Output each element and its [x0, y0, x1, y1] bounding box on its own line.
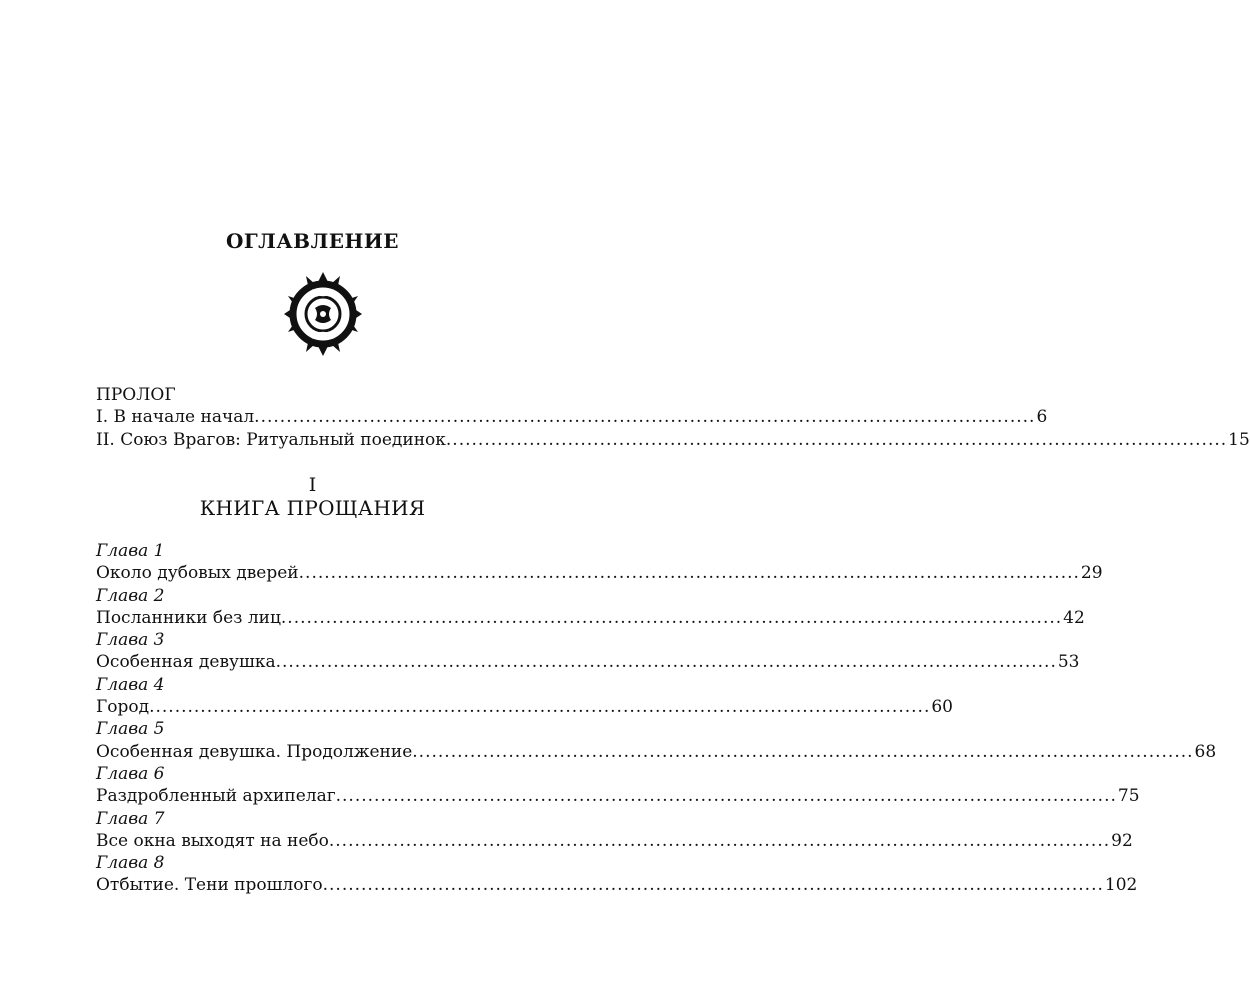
chapter-label: Глава 4: [96, 674, 165, 695]
dot-leader: ..........................................................................................................................: [254, 407, 1036, 428]
dot-leader: ..........................................................................................................................: [298, 563, 1080, 584]
part-number: I: [308, 474, 317, 496]
prologue-section: [96, 384, 1250, 451]
toc-entry-text: Все окна выходят на небо: [96, 830, 329, 851]
toc-entry-page: 102: [1104, 875, 1138, 896]
toc-entry[interactable]: [96, 406, 1048, 428]
toc-entry[interactable]: [96, 874, 1138, 896]
dot-leader: ..........................................................................................................................: [328, 830, 1111, 851]
dot-leader: ..........................................................................................................................: [412, 741, 1194, 762]
page-title: ОГЛАВЛЕНИЕ: [225, 229, 400, 253]
toc-entry-page: 60: [931, 697, 953, 718]
toc-entry[interactable]: [96, 562, 1103, 584]
dot-leader: ..........................................................................................................................: [322, 875, 1104, 896]
part-title: КНИГА ПРОЩАНИЯ: [199, 496, 426, 520]
toc-entry-page: 53: [1057, 652, 1080, 673]
toc-entry-page: 29: [1080, 563, 1103, 584]
toc-entry-text: Раздробленный архипелаг: [96, 786, 336, 807]
toc-entry-page: 68: [1194, 741, 1217, 762]
chapter-label: Глава 5: [96, 719, 165, 740]
dot-leader: ..........................................................................................................................: [335, 786, 1117, 807]
toc-entry-page: 6: [1036, 407, 1048, 428]
toc-entry[interactable]: [96, 741, 1217, 763]
tribal-ornament-icon: [282, 270, 364, 358]
toc-entry[interactable]: [96, 785, 1140, 807]
chapter-label: Глава 3: [96, 630, 165, 651]
chapters-section: [96, 540, 1217, 897]
toc-entry[interactable]: [96, 696, 953, 718]
dot-leader: ..........................................................................................................................: [149, 697, 931, 718]
toc-entry-text: Особенная девушка: [96, 652, 276, 673]
toc-entry-page: 15: [1228, 429, 1250, 450]
chapter-label: Глава 8: [96, 853, 165, 874]
toc-entry[interactable]: [96, 651, 1080, 673]
toc-entry[interactable]: [96, 830, 1133, 852]
toc-entry-page: 75: [1117, 786, 1140, 807]
toc-entry-text: I. В начале начал: [96, 407, 255, 428]
toc-entry-text: Отбытие. Тени прошлого: [96, 875, 323, 896]
toc-entry[interactable]: [96, 429, 1250, 451]
dot-leader: ..........................................................................................................................: [280, 607, 1063, 628]
chapter-label: Глава 1: [96, 541, 165, 561]
toc-entry[interactable]: [96, 607, 1085, 629]
toc-entry-page: 92: [1111, 830, 1133, 851]
chapter-label: Глава 6: [96, 763, 165, 784]
toc-entry-text: II. Союз Врагов: Ритуальный поединок: [96, 429, 446, 450]
toc-entry-page: 42: [1063, 607, 1085, 628]
dot-leader: ..........................................................................................................................: [445, 429, 1228, 450]
chapter-label: Глава 2: [96, 585, 165, 606]
toc-entry-text: Посланники без лиц: [96, 607, 281, 628]
prologue-heading: ПРОЛОГ: [96, 385, 176, 405]
toc-entry-text: Около дубовых дверей: [96, 563, 299, 584]
chapter-label: Глава 7: [96, 808, 165, 829]
toc-entry-text: Город: [96, 697, 150, 718]
dot-leader: ..........................................................................................................................: [275, 652, 1057, 673]
toc-entry-text: Особенная девушка. Продолжение: [96, 741, 413, 762]
